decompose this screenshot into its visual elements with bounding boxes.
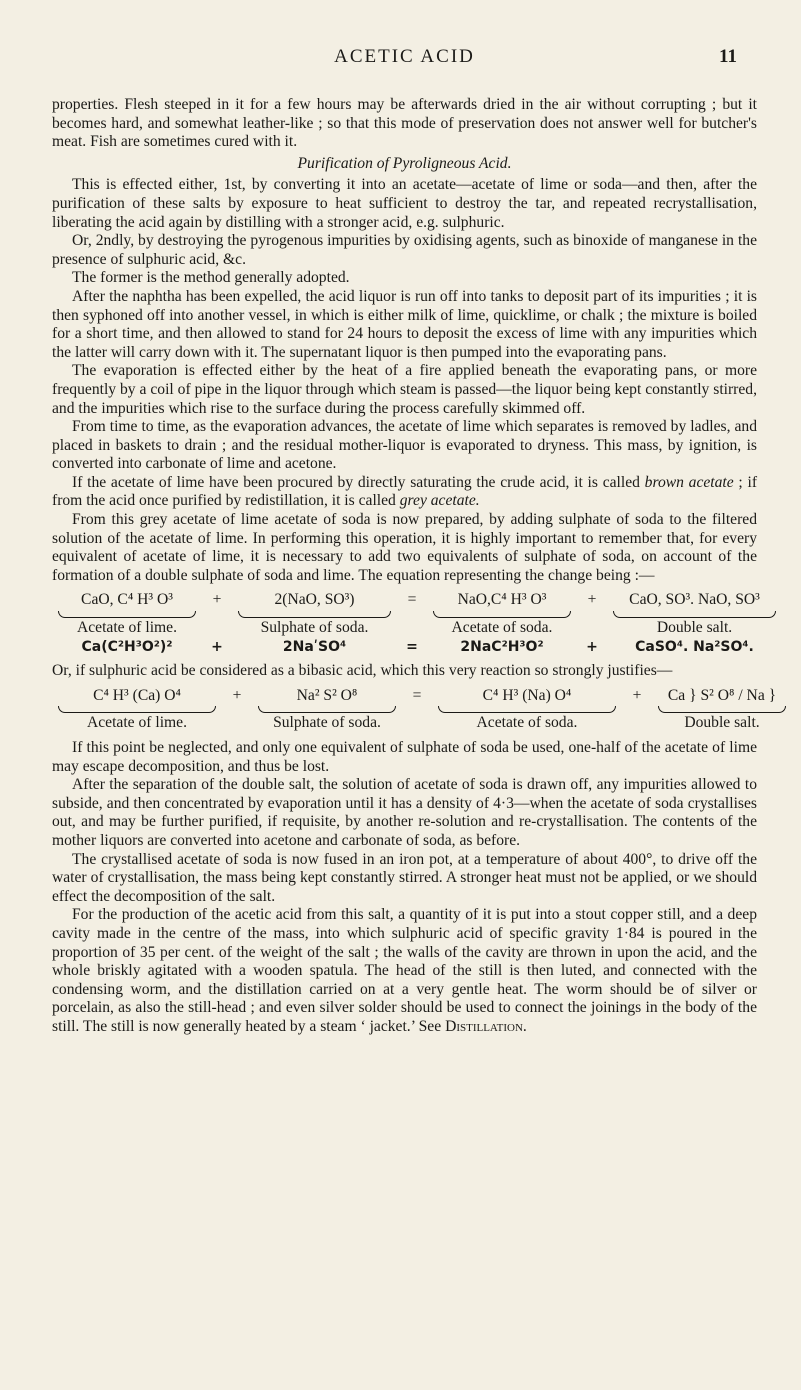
paragraph: From time to time, as the evaporation advances, the acetate of lime which separates is removed by ladles, and placed in baskets to drain ; and the residual mother-liquor is evaporated to dryness. This mass, by ignition, is converted into carbonate of lime and acetone. bbox=[52, 418, 757, 473]
equation-term: CaO, C⁴ H³ O³ bbox=[81, 591, 173, 609]
equation-label: Acetate of lime. bbox=[76, 619, 177, 637]
body-text bbox=[52, 96, 777, 1037]
underbrace bbox=[658, 706, 786, 713]
equation-term: 2NaʹSO⁴ bbox=[282, 638, 347, 655]
equation-operator: + bbox=[586, 638, 598, 655]
underbrace bbox=[258, 706, 396, 713]
equation-term: Ca(C²H³O²)² bbox=[81, 638, 173, 655]
equation-operator: = bbox=[412, 686, 422, 704]
underbrace bbox=[613, 611, 776, 618]
equation-term: Ca } S² O⁸ / Na } bbox=[667, 686, 777, 704]
equation-operator: = bbox=[407, 591, 417, 609]
equation-operator: + bbox=[587, 591, 597, 609]
underbrace bbox=[58, 611, 196, 618]
emphasis-term: grey acetate. bbox=[399, 492, 480, 510]
equation-1-labels bbox=[52, 619, 757, 638]
equation-1-terms bbox=[52, 591, 760, 610]
page-number: 11 bbox=[719, 46, 737, 67]
paragraph-continued: properties. Flesh steeped in it for a few hours may be afterwards dried in the air without corrupting ; but it becomes hard, and somewhat leather-like ; so that this mode of preservation does not answer well for butcher's meat. Fish are sometimes cured with it. bbox=[52, 96, 757, 151]
equation-label: Double salt. bbox=[684, 714, 760, 732]
equation-1 bbox=[52, 591, 760, 656]
equation-2-terms bbox=[52, 686, 777, 706]
section-heading: Purification of Pyroligneous Acid. bbox=[297, 154, 512, 172]
equation-operator: + bbox=[632, 686, 642, 704]
paragraph: This is effected either, 1st, by converting it into an acetate—acetate of lime or soda—and then, after the purification of these salts by exposure to heat sufficient to destroy the tar, and repeated recrystallisation, liberating the acid again by distilling with a stronger acid, e.g. sulphuric. bbox=[52, 176, 757, 231]
paragraph: From this grey acetate of lime acetate of soda is now prepared, by adding sulphate of soda to the filtered solution of the acetate of lime. In performing this operation, it is highly important to remember that, for every equivalent of acetate of lime, it is necessary to add two equivalents of sulphate of soda, on account of the formation of a double sulphate of soda and lime. The equation representing the change being :— bbox=[52, 511, 757, 584]
equation-term: 2NaC²H³O² bbox=[460, 638, 544, 655]
equation-term: CaSO⁴. Na²SO⁴. bbox=[635, 638, 754, 655]
text-run: If the acetate of lime have been procured by directly saturating the crude acid, it is called bbox=[72, 473, 645, 491]
text-run: For the production of the acetic acid from this salt, a quantity of it is put into a stout copper still, and a deep cavity made in the centre of the mass, into which sulphuric acid of specific gravity 1·84 is poured in the proportion of 35 per cent. of the weight of the salt ; the walls of the cavity are thrown in upon the acid, and the whole briskly agitated with a wooden spatula. The head of the still is then luted, and connected with the condensing worm, and the distillation carried on at a very gentle heat. The worm should be of silver or porcelain, as also the still-head ; and even silver solder should be used to connect the joinings in the body of the still. The still is now generally heated by a steam ‘ jacket.’ See bbox=[52, 906, 757, 1035]
equation-operator: + bbox=[212, 591, 222, 609]
equation-2-braces bbox=[52, 705, 757, 714]
paragraph: After the naphtha has been expelled, the acid liquor is run off into tanks to deposit part of its impurities ; it is then syphoned off into another vessel, in which is either milk of lime, quicklime, or chalk ; the mixture is boiled for a short time, and then allowed to stand for 24 hours to deposit the excess of lime with any impurities which the latter will carry down with it. The supernatant liquor is then pumped into the evaporating pans. bbox=[52, 287, 757, 361]
emphasis-term: brown acetate bbox=[644, 473, 734, 491]
underbrace bbox=[238, 611, 391, 618]
equation-term: NaO,C⁴ H³ O³ bbox=[457, 591, 547, 609]
equation-term: Na² S² O⁸ bbox=[296, 686, 358, 704]
equation-operator: + bbox=[211, 638, 223, 655]
paragraph: Or, if sulphuric acid be considered as a bibasic acid, which this very reaction so strongly justifies— bbox=[52, 662, 673, 680]
equation-2-labels bbox=[52, 714, 760, 733]
equation-label: Double salt. bbox=[656, 619, 733, 637]
equation-1-braces bbox=[52, 610, 757, 619]
equation-label: Sulphate of soda. bbox=[273, 714, 381, 732]
equation-2 bbox=[52, 686, 777, 733]
equation-label: Acetate of lime. bbox=[86, 714, 187, 732]
equation-term: 2(NaO, SO³) bbox=[274, 591, 355, 609]
cross-reference-link[interactable]: Distillation. bbox=[445, 1017, 527, 1035]
equation-label: Acetate of soda. bbox=[476, 714, 578, 732]
underbrace bbox=[58, 706, 216, 713]
paragraph: The former is the method generally adopted. bbox=[72, 269, 350, 287]
equation-operator: = bbox=[406, 638, 418, 655]
paragraph: If this point be neglected, and only one equivalent of sulphate of soda be used, one-half of the acetate of lime may escape decomposition, and thus be lost. bbox=[52, 739, 757, 775]
equation-label: Sulphate of soda. bbox=[260, 619, 369, 637]
running-head bbox=[52, 46, 757, 76]
equation-term: C⁴ H³ (Na) O⁴ bbox=[482, 686, 572, 704]
underbrace bbox=[438, 706, 616, 713]
equation-operator: + bbox=[232, 686, 242, 704]
paragraph: After the separation of the double salt, the solution of acetate of soda is drawn off, any impurities allowed to subside, and then concentrated by evaporation until it has a density of 4·3—when the acetate of soda crystallises out, and may be further purified, if requisite, by another re-solution and re-crystallisation. The contents of the mother liquors are converted into acetone and carbonate of soda, as before. bbox=[52, 776, 757, 849]
paragraph: The evaporation is effected either by the heat of a fire applied beneath the evaporating pans, or more frequently by a coil of pipe in the liquor through which steam is passed—the liquor being kept constantly stirred, and the impurities which rise to the surface during the process carefully skimmed off. bbox=[52, 362, 757, 417]
paragraph: Or, 2ndly, by destroying the pyrogenous impurities by oxidising agents, such as binoxide of manganese in the presence of sulphuric acid, &c. bbox=[52, 232, 757, 268]
running-title: ACETIC ACID bbox=[334, 46, 475, 67]
underbrace bbox=[433, 611, 571, 618]
paragraph bbox=[52, 906, 757, 1036]
paragraph: The crystallised acetate of soda is now fused in an iron pot, at a temperature of about 400°, to drive off the water of crystallisation, the mass being kept constantly stirred. A stronger heat must not be applied, or we should effect the decomposition of the salt. bbox=[52, 850, 757, 905]
equation-term: C⁴ H³ (Ca) O⁴ bbox=[93, 686, 181, 704]
text-run: ; if from the acid once purified by redistillation, it is called bbox=[52, 473, 758, 510]
paragraph bbox=[52, 474, 757, 511]
equation-1-modern bbox=[52, 638, 757, 657]
equation-term: CaO, SO³. NaO, SO³ bbox=[629, 591, 760, 609]
equation-label: Acetate of soda. bbox=[451, 619, 553, 637]
